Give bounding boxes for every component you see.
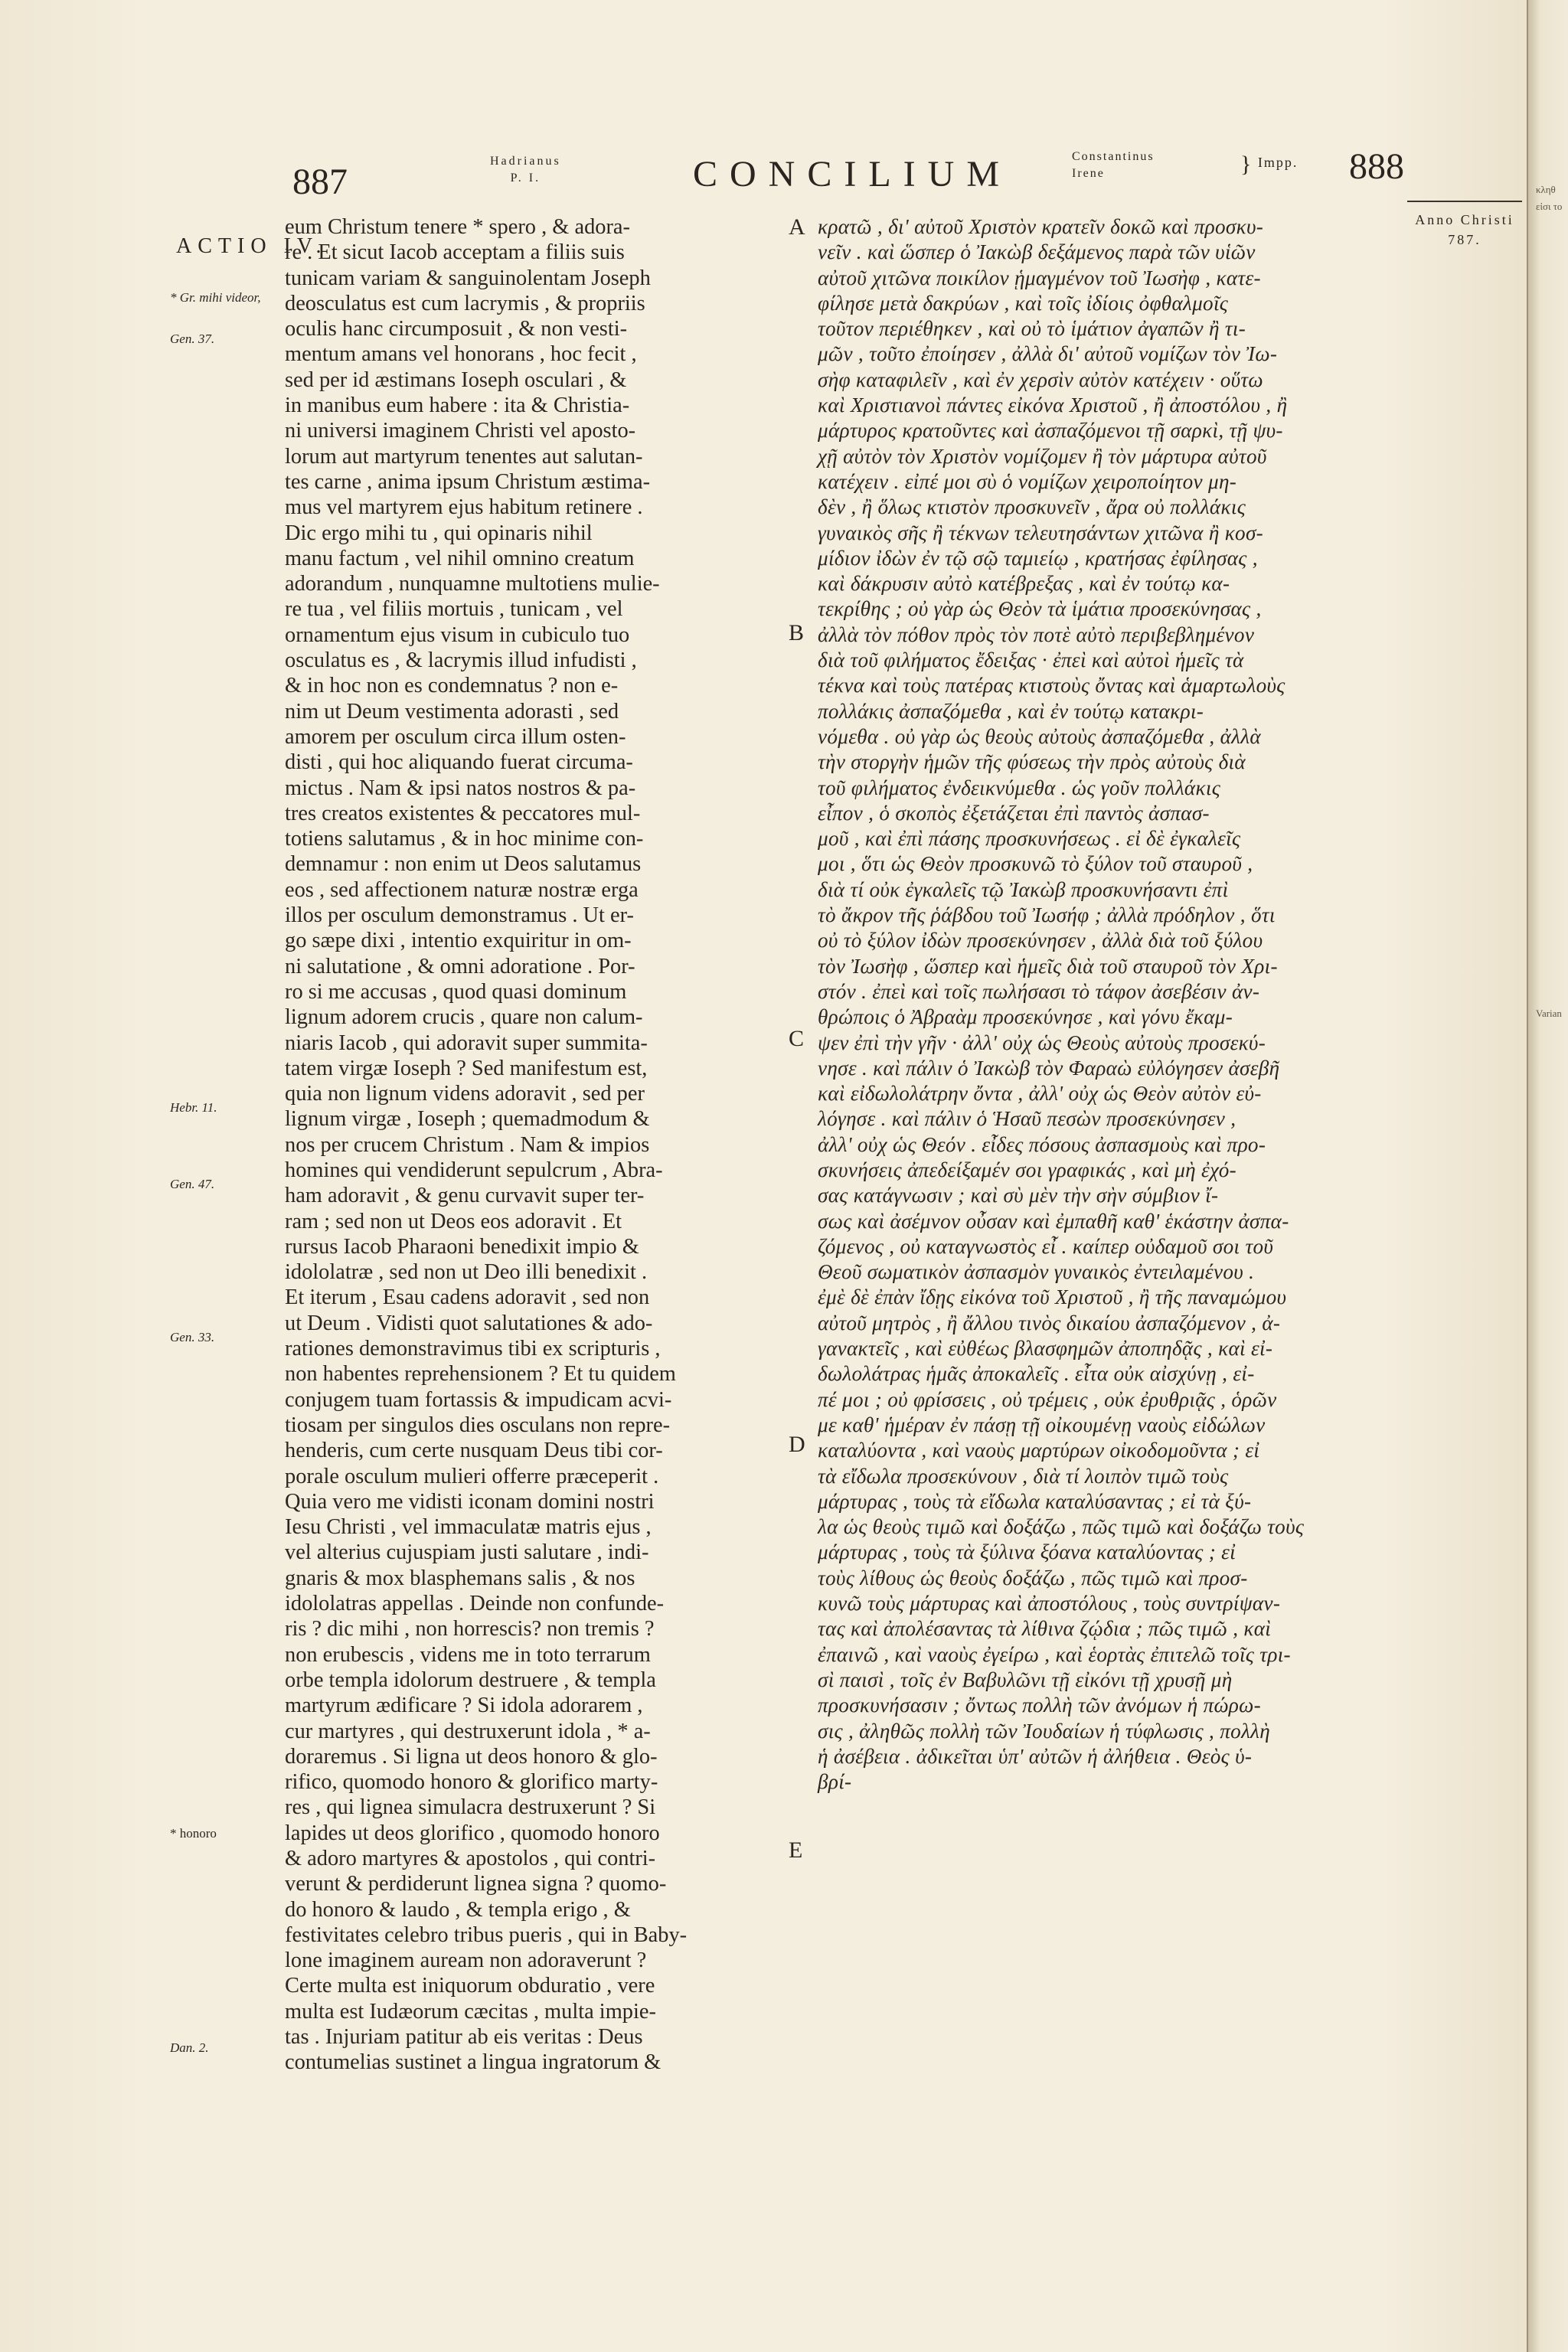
text-line: κατέχειν . εἰπέ μοι σὺ ὁ νομίζων χειροποίητον μη- <box>818 469 1237 493</box>
text-line: ro si me accusas , quod quasi dominum <box>285 979 627 1004</box>
text-line: βρί- <box>818 1770 852 1794</box>
text-line: lapides ut deos glorifico , quomodo honoro <box>285 1821 660 1845</box>
text-line: κυνῶ τοὺς μάρτυρας καὶ ἀποστόλους , τοὺς συντρίψαν- <box>818 1592 1281 1615</box>
text-line: μοι , ὅτι ὡς Θεὸν προσκυνῶ τὸ ξύλον τοῦ σταυροῦ , <box>818 852 1253 876</box>
text-line: σως καὶ ἀσέμνον οὖσαν καὶ ἐμπαθῆ καθ' ἑκάστην ἀσπα- <box>818 1209 1289 1233</box>
text-line: τέκνα καὶ τοὺς πατέρας κτιστοὺς ὄντας καὶ ἁμαρτωλοὺς <box>818 674 1285 697</box>
text-line: tes carne , anima ipsum Christum æstima- <box>285 469 651 494</box>
text-line: νόμεθα . οὐ γὰρ ὡς θεοὺς αὐτοὺς ἀσπαζόμεθα , ἀλλὰ <box>818 724 1261 748</box>
text-line: porale osculum mulieri offerre præceperit . <box>285 1464 659 1488</box>
text-line: στόν . ἐπεὶ καὶ τοῖς πωλήσασι τὸ τάφον ἀσεβέσιν ἀν- <box>818 979 1260 1003</box>
text-line: disti , qui hoc aliquando fuerat circuma- <box>285 750 633 775</box>
text-line: αὐτοῦ μητρὸς , ἢ ἄλλου τινὸς δικαίου ἀσπαζόμενον , ἀ- <box>818 1311 1281 1334</box>
header-hadrianus <box>490 153 561 187</box>
text-line: osculatus es , & lacrymis illud infudisti , <box>285 648 637 673</box>
hadrianus-label: Hadrianus <box>490 155 561 168</box>
text-line: rursus Iacob Pharaoni benedixit impio & <box>285 1234 639 1259</box>
text-line: mus vel martyrem ejus habitum retinere . <box>285 495 643 520</box>
text-line: gnaris & mox blasphemans salis , & nos <box>285 1566 635 1590</box>
text-line: martyrum ædificare ? Si idola adorarem , <box>285 1694 643 1718</box>
text-line: lone imaginem auream non adoraverunt ? <box>285 1949 647 1973</box>
text-line: μάρτυρος κρατοῦντες καὶ ἀσπαζόμενοι τῇ σαρκὶ, τῇ ψυ- <box>818 419 1283 443</box>
text-line: totiens salutamus , & in hoc minime con- <box>285 827 644 851</box>
text-line: Quia vero me vidisti iconam domini nostri <box>285 1489 655 1514</box>
margin-note: * Gr. mihi videor, <box>170 290 261 305</box>
anno-christi-label: Anno Christi 787. <box>1415 212 1514 247</box>
text-line: μῶν , τοῦτο ἐποίησεν , ἀλλὰ δι' αὐτοῦ νομίζων τὸν Ἰω- <box>818 342 1278 366</box>
impp-label: Impp. <box>1257 155 1298 170</box>
text-line: idololatræ , sed non ut Deo illi benedixit . <box>285 1260 648 1285</box>
text-line: re . Et sicut Iacob acceptam a filiis suis <box>285 240 625 265</box>
text-line: ut Deum . Vidisti quot salutationes & ado- <box>285 1311 653 1335</box>
next-page-fragment: κληθ <box>1536 184 1556 195</box>
text-line: διὰ τοῦ φιλήματος ἔδειξας · ἐπεὶ καὶ αὐτοὶ ἡμεῖς τὰ <box>818 648 1244 672</box>
margin-note: Dan. 2. <box>170 2040 209 2055</box>
text-line: καὶ δάκρυσιν αὐτὸ κατέβρεξας , καὶ ἐν τούτῳ κα- <box>818 572 1230 596</box>
text-line: verunt & perdiderunt lignea signa ? quomo- <box>285 1872 667 1896</box>
text-line: Θεοῦ σωματικὸν ἀσπασμὸν γυναικὸς ἐντειλαμένου . <box>818 1260 1255 1284</box>
text-line: idololatras appellas . Deinde non confunde- <box>285 1592 665 1616</box>
margin-note: Gen. 47. <box>170 1177 215 1191</box>
text-line: cur martyres , qui destruxerunt idola , * a- <box>285 1719 651 1743</box>
text-line: ψεν ἐπὶ τὴν γῆν · ἀλλ' οὐχ ὡς Θεοὺς αὐτοὺς προσεκύ- <box>818 1031 1266 1054</box>
text-line: oculis hanc circumposuit , & non vesti- <box>285 317 628 341</box>
text-line: eos , sed affectionem naturæ nostræ erga <box>285 877 639 902</box>
text-line: henderis, cum certe nusquam Deus tibi cor- <box>285 1439 663 1463</box>
text-line: τὸν Ἰωσὴφ , ὥσπερ καὶ ἡμεῖς διὰ τοῦ σταυροῦ τὸν Χρι- <box>818 954 1278 978</box>
section-letter: A <box>789 214 805 240</box>
text-line: σὴφ καταφιλεῖν , καὶ ἐν χερσὶν αὐτὸν κατέχειν · οὕτω <box>818 368 1263 391</box>
text-line: ham adoravit , & genu curvavit super ter- <box>285 1184 645 1208</box>
greek-column <box>818 214 1407 1795</box>
hadrianus-sub-label: P. I. <box>510 172 541 185</box>
margin-note: Gen. 33. <box>170 1330 215 1344</box>
text-line: mictus . Nam & ipsi natos nostros & pa- <box>285 776 636 800</box>
text-line: με καθ' ἡμέραν ἐν πάσῃ τῇ οἰκουμένῃ ναοὺς εἰδώλων <box>818 1413 1266 1436</box>
text-line: tres creatos existentes & peccatores mul- <box>285 801 641 825</box>
text-line: eum Christum tenere * spero , & adora- <box>285 215 630 239</box>
text-line: οὐ τὸ ξύλον ἰδὼν προσεκύνησεν , ἀλλὰ διὰ τοῦ ξύλου <box>818 929 1263 952</box>
text-line: multa est Iudæorum cæcitas , multa impie- <box>285 1999 656 2024</box>
text-line: homines qui vendiderunt sepulcrum , Abra- <box>285 1158 663 1182</box>
text-line: do honoro & laudo , & templa erigo , & <box>285 1897 631 1922</box>
page-title: CONCILIUM <box>693 154 1011 194</box>
text-line: festivitates celebro tribus pueris , qui in Baby- <box>285 1922 688 1947</box>
text-line: τοῦ φιλήματος ἐνδεικνύμεθα . ὡς γοῦν πολλάκις <box>818 776 1221 799</box>
text-line: Certe multa est iniquorum obduratio , vere <box>285 1974 655 1998</box>
text-line: quia non lignum videns adoravit , sed per <box>285 1082 645 1106</box>
text-line: σις , ἀληθῶς πολλὴ τῶν Ἰουδαίων ἡ τύφλωσις , πολλὴ <box>818 1719 1271 1743</box>
text-line: tatem virgæ Ioseph ? Sed manifestum est, <box>285 1056 648 1080</box>
text-line: niaris Iacob , qui adoravit super summita- <box>285 1031 648 1055</box>
text-line: & adoro martyres & apostolos , qui contri- <box>285 1847 656 1870</box>
text-line: σας κατάγνωσιν ; καὶ σὺ μὲν τὴν σὴν σύμβιον ἴ- <box>818 1184 1219 1207</box>
text-line: nim ut Deum vestimenta adorasti , sed <box>285 699 619 724</box>
text-line: γανακτεῖς , καὶ εὐθέως βλασφημῶν ἀποπηδᾷς , καὶ εἰ- <box>818 1337 1273 1361</box>
text-line: πολλάκις ἀσπαζόμεθα , καὶ ἐν τούτῳ κατακρι- <box>818 699 1204 723</box>
text-line: sed per id æstimans Ioseph osculari , & <box>285 368 627 392</box>
header-impp <box>1240 152 1298 178</box>
text-line: τὴν στοργὴν ἡμῶν τῆς φύσεως τὴν πρὸς αὐτοὺς διὰ <box>818 750 1246 774</box>
text-line: καὶ εἰδωλολάτρην ὄντα , ἀλλ' οὐχ ὡς Θεὸν αὐτὸν εὐ- <box>818 1082 1262 1106</box>
text-line: re tua , vel filiis mortuis , tunicam , vel <box>285 597 623 622</box>
text-line: εἶπον , ὁ σκοπὸς ἐξετάζεται ἐπὶ παντὸς ἀσπασ- <box>818 801 1210 825</box>
text-line: manu factum , vel nihil omnino creatum <box>285 546 635 570</box>
text-line: δωλολάτρας ἡμᾶς ἀποκαλεῖς . εἶτα οὐκ αἰσχύνῃ , εἰ- <box>818 1362 1255 1386</box>
text-line: orbe templa idolorum destruere , & templa <box>285 1668 656 1692</box>
text-line: μοῦ , καὶ ἐπὶ πάσης προσκυνήσεως . εἰ δὲ ἐγκαλεῖς <box>818 827 1241 851</box>
margin-note: Gen. 37. <box>170 332 215 346</box>
anno-christi-box <box>1407 201 1522 300</box>
text-line: deosculatus est cum lacrymis , & propriis <box>285 291 645 315</box>
text-line: ἐπαινῶ , καὶ ναοὺς ἐγείρω , καὶ ἑορτὰς ἐπιτελῶ τοῖς τρι- <box>818 1642 1291 1666</box>
next-page-edge <box>1527 0 1568 2352</box>
actio-label: ACTIO IV. <box>176 234 328 258</box>
text-line: ἀλλὰ τὸν πόθον πρὸς τὸν ποτὲ αὐτὸ περιβεβλημένον <box>818 622 1255 646</box>
text-line: tas . Injuriam patitur ab eis veritas : Deus <box>285 2025 643 2050</box>
text-line: rifico, quomodo honoro & glorifico marty- <box>285 1770 658 1795</box>
text-line: Iesu Christi , vel immaculatæ matris ejus , <box>285 1515 652 1540</box>
next-page-fragment: εἰσι το <box>1536 201 1563 212</box>
text-line: ni salutatione , & omni adoratione . Por- <box>285 954 635 978</box>
text-line: ἀλλ' οὐχ ὡς Θεόν . εἶδες πόσους ἀσπασμοὺς καὶ προ- <box>818 1132 1266 1156</box>
text-line: in manibus eum habere : ita & Christia- <box>285 394 630 418</box>
text-line: σκυνήσεις ἀπεδείξαμέν σοι γραφικάς , καὶ μὴ ἐχό- <box>818 1158 1236 1181</box>
text-line: lorum aut martyrum tenentes aut salutan- <box>285 444 643 469</box>
text-line: non habentes reprehensionem ? Et tu quidem <box>285 1362 676 1387</box>
latin-column <box>285 214 775 2076</box>
text-line: τὰ εἴδωλα προσεκύνουν , διὰ τί λοιπὸν τιμῶ τοὺς <box>818 1464 1229 1488</box>
text-line: conjugem tuam fortassis & impudicam acvi- <box>285 1387 672 1412</box>
text-line: ἡ ἀσέβεια . ἀδικεῖται ὑπ' αὐτῶν ἡ ἀλήθεια . Θεὸς ὑ- <box>818 1744 1253 1768</box>
text-line: γυναικὸς σῆς ἢ τέκνων τελευτησάντων χιτῶνα ἢ κοσ- <box>818 521 1264 544</box>
text-line: μάρτυρας , τοὺς τὰ εἴδωλα καταλύσαντας ; εἰ τὰ ξύ- <box>818 1489 1252 1513</box>
text-line: & in hoc non es condemnatus ? non e- <box>285 674 619 698</box>
anno-rule <box>1407 201 1522 202</box>
header-emperors <box>1072 149 1155 182</box>
margin-note: * honoro <box>170 1826 217 1841</box>
text-line: ni universi imaginem Christi vel aposto- <box>285 419 636 443</box>
text-line: lignum virgæ , Ioseph ; quemadmodum & <box>285 1107 650 1132</box>
page-number-left: 887 <box>292 162 348 202</box>
text-line: κρατῶ , δι' αὐτοῦ Χριστὸν κρατεῖν δοκῶ καὶ προσκυ- <box>818 215 1264 238</box>
text-line: καταλύοντα , καὶ ναοὺς μαρτύρων οἰκοδομοῦντα ; εἰ <box>818 1439 1260 1462</box>
text-line: Et iterum , Esau cadens adoravit , sed non <box>285 1285 650 1310</box>
text-line: ζόμενος , οὐ καταγνωστὸς εἶ . καίπερ οὐδαμοῦ σοι τοῦ <box>818 1234 1274 1258</box>
text-line: res , qui lignea simulacra destruxerunt ? Si <box>285 1795 656 1820</box>
text-line: σὶ παισὶ , τοῖς ἐν Βαβυλῶνι τῇ εἰκόνι τῇ χρυσῇ μὴ <box>818 1668 1233 1691</box>
text-line: φίλησε μετὰ δακρύων , καὶ τοῖς ἰδίοις ὀφθαλμοῖς <box>818 291 1229 315</box>
text-line: non erubescis , videns me in toto terrarum <box>285 1642 651 1667</box>
irene-label: Irene <box>1072 167 1105 180</box>
text-line: tunicam variam & sanguinolentam Joseph <box>285 266 651 290</box>
text-line: τὸ ἄκρον τῆς ῥάβδου τοῦ Ἰωσήφ ; ἀλλὰ πρόδηλον , ὅτι <box>818 903 1276 927</box>
text-line: doraremus . Si ligna ut deos honoro & glo- <box>285 1744 658 1769</box>
text-line: προσκυνήσασιν ; ὄντως πολλὴ τῶν ἀνόμων ἡ πώρω- <box>818 1694 1261 1717</box>
text-line: τας καὶ ἀπολέσαντας τὰ λίθινα ζῴδια ; πῶς τιμῶ , καὶ <box>818 1617 1272 1641</box>
text-line: λα ὡς θεοὺς τιμῶ καὶ δοξάζω , πῶς τιμῶ καὶ δοξάζω τοὺς <box>818 1515 1305 1539</box>
text-line: τοὺς λίθους ὡς θεοὺς δοξάζω , πῶς τιμῶ καὶ προσ- <box>818 1566 1248 1589</box>
brace-icon: } <box>1240 152 1253 177</box>
section-letter: C <box>789 1026 805 1051</box>
text-line: amorem per osculum circa illum osten- <box>285 724 626 749</box>
text-line: illos per osculum demonstramus . Ut er- <box>285 903 634 928</box>
text-line: adorandum , nunquamne multotiens mulie- <box>285 572 660 596</box>
text-line: νησε . καὶ πάλιν ὁ Ἰακὼβ τὸν Φαραὼ εὐλόγησεν ἀσεβῆ <box>818 1056 1280 1080</box>
text-line: λόγησε . καὶ πάλιν ὁ Ἡσαῦ πεσὼν προσεκύνησεν , <box>818 1107 1236 1131</box>
text-line: mentum amans vel honorans , hoc fecit , <box>285 342 637 367</box>
text-line: ram ; sed non ut Deos eos adoravit . Et <box>285 1209 622 1233</box>
text-line: vel alterius cujuspiam justi salutare , indi- <box>285 1540 649 1565</box>
text-line: μίδιον ἰδὼν ἐν τῷ σῷ ταμιείῳ , κρατήσας ἐφίλησας , <box>818 546 1258 570</box>
text-line: νεῖν . καὶ ὥσπερ ὁ Ἰακὼβ δεξάμενος παρὰ τῶν υἱῶν <box>818 240 1256 264</box>
text-line: contumelias sustinet a lingua ingratorum & <box>285 2050 662 2075</box>
text-line: ἐμὲ δὲ ἐπὰν ἴδῃς εἰκόνα τοῦ Χριστοῦ , ἢ τῆς παναμώμου <box>818 1285 1287 1309</box>
text-line: Dic ergo mihi tu , qui opinaris nihil <box>285 521 593 545</box>
text-line: δὲν , ἢ ὅλως κτιστὸν προσκυνεῖν , ἄρα οὐ πολλάκις <box>818 495 1246 519</box>
text-line: τοῦτον περιέθηκεν , καὶ οὐ τὸ ἱμάτιον ἀγαπῶν ἢ τι- <box>818 317 1246 341</box>
text-line: lignum adorem crucis , quare non calum- <box>285 1005 643 1030</box>
text-line: nos per crucem Christum . Nam & impios <box>285 1132 650 1157</box>
text-line: rationes demonstravimus tibi ex scripturis , <box>285 1337 661 1361</box>
page-number-right: 888 <box>1349 146 1404 187</box>
constantinus-label: Constantinus <box>1072 150 1155 163</box>
text-line: πέ μοι ; οὐ φρίσσεις , οὐ τρέμεις , οὐκ ἐρυθριᾷς , ὁρῶν <box>818 1387 1277 1411</box>
text-line: χῇ αὐτὸν τὸν Χριστὸν νομίζομεν ἢ τὸν μάρτυρα αὐτοῦ <box>818 444 1267 468</box>
next-page-fragment: Varian <box>1536 1008 1562 1019</box>
text-line: αὐτοῦ χιτῶνα ποικίλον ᾑμαγμένον τοῦ Ἰωσὴφ , κατε- <box>818 266 1261 289</box>
text-line: ornamentum ejus visum in cubiculo tuo <box>285 622 630 647</box>
text-line: ris ? dic mihi , non horrescis? non tremis ? <box>285 1617 655 1642</box>
running-header <box>0 145 1531 207</box>
text-line: demnamur : non enim ut Deos salutamus <box>285 852 642 877</box>
text-line: καὶ Χριστιανοὶ πάντες εἰκόνα Χριστοῦ , ἢ ἀποστόλου , ἢ <box>818 394 1288 417</box>
margin-note: Hebr. 11. <box>170 1100 217 1115</box>
section-letter: E <box>789 1838 803 1863</box>
text-line: τεκρίθης ; οὐ γὰρ ὡς Θεὸν τὰ ἱμάτια προσεκύνησας , <box>818 597 1262 621</box>
section-letter: D <box>789 1432 805 1457</box>
text-line: tiosam per singulos dies osculans non repre- <box>285 1413 671 1437</box>
text-line: μάρτυρας , τοὺς τὰ ξύλινα ξόανα καταλύοντας ; εἰ <box>818 1540 1236 1564</box>
section-letter: B <box>789 620 805 645</box>
text-line: θρώποις ὁ Ἀβραὰμ προσεκύνησε , καὶ γόνυ ἔκαμ- <box>818 1005 1233 1029</box>
text-line: διὰ τί οὐκ ἐγκαλεῖς τῷ Ἰακὼβ προσκυνήσαντι ἐπὶ <box>818 877 1229 901</box>
text-line: go sæpe dixi , intentio exquiritur in om- <box>285 929 632 953</box>
